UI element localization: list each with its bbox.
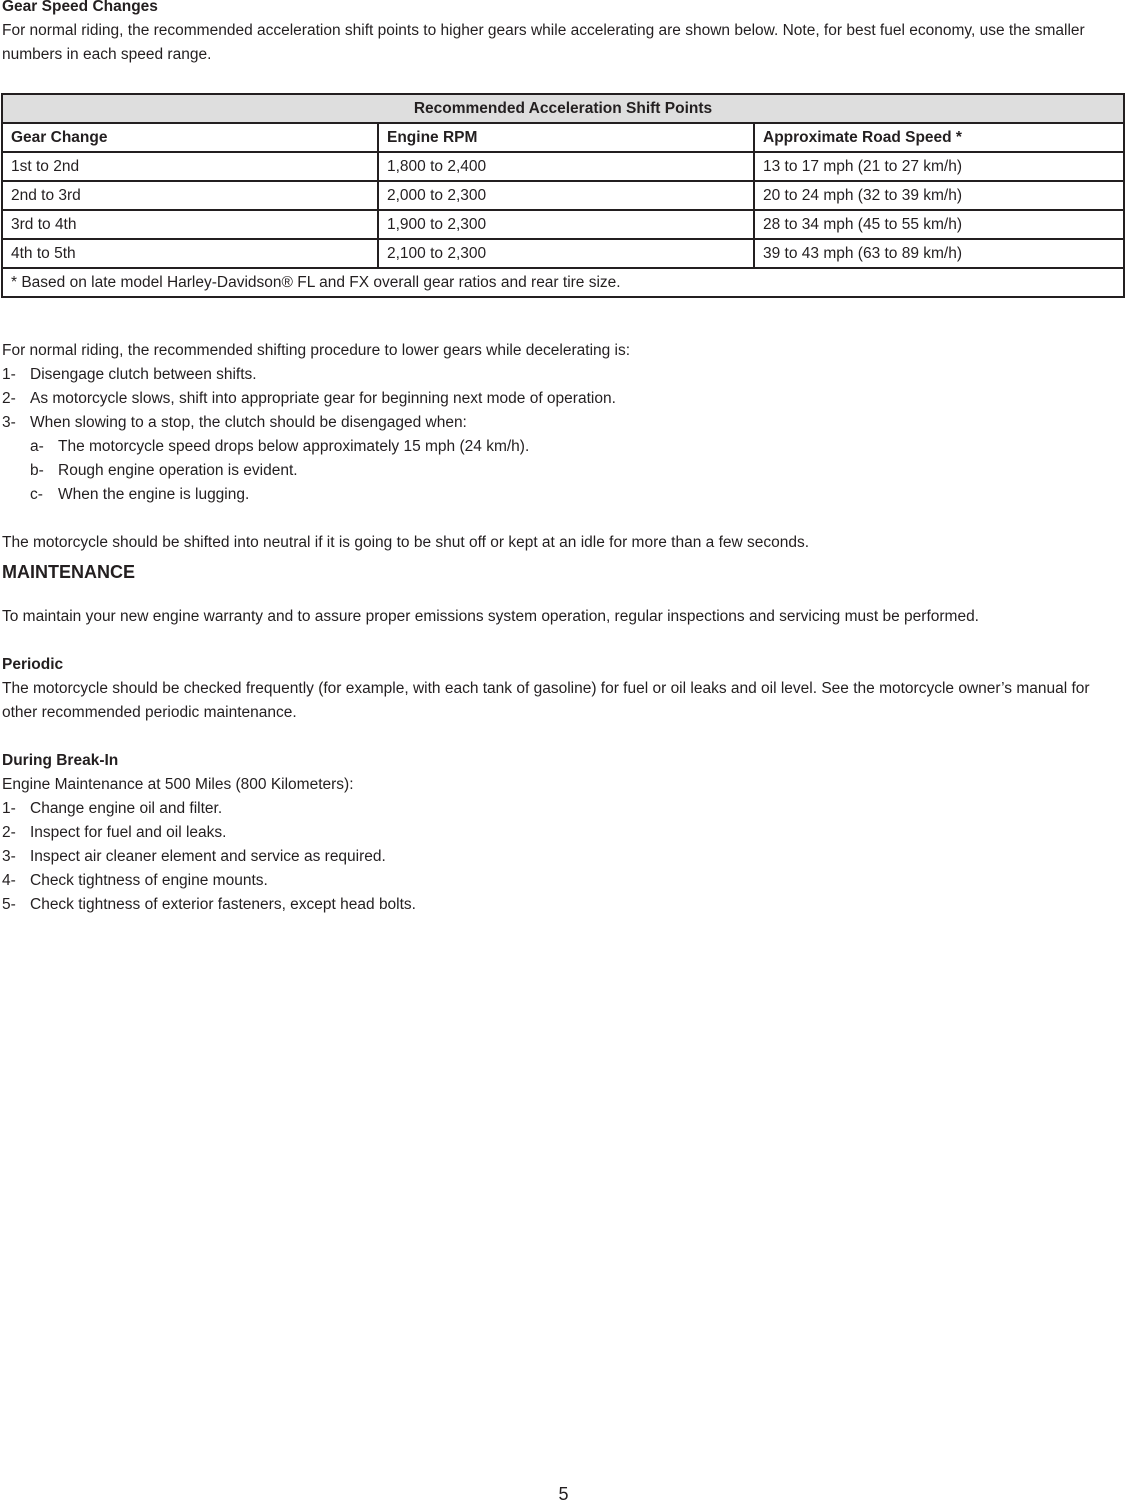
list-item [30, 483, 1126, 507]
table-row [2, 239, 1124, 268]
list-number: 1- [2, 366, 16, 383]
breakin-heading: During Break-In [2, 752, 119, 769]
decel-list [2, 363, 1126, 507]
list-text: Disengage clutch between shifts. [30, 366, 257, 383]
column-header-gear-change: Gear Change [2, 123, 378, 152]
list-number: 2- [2, 390, 16, 407]
list-item [30, 435, 1126, 459]
list-number: 3- [2, 848, 16, 865]
gear-speed-intro: For normal riding, the recommended acceleration shift points to higher gears while accelerating are shown below. Note, for best fuel economy, use the smaller numbers in each speed range. [2, 22, 1085, 63]
gear-speed-heading: Gear Speed Changes [2, 0, 158, 15]
list-letter: b- [30, 462, 44, 479]
list-text: Check tightness of engine mounts. [30, 872, 268, 889]
list-item [2, 797, 1126, 821]
table-title: Recommended Acceleration Shift Points [2, 94, 1124, 123]
column-header-engine-rpm: Engine RPM [378, 123, 754, 152]
list-item [2, 821, 1126, 845]
list-text: Check tightness of exterior fasteners, except head bolts. [30, 896, 416, 913]
table-cell: 2,000 to 2,300 [378, 181, 754, 210]
table-cell: 13 to 17 mph (21 to 27 km/h) [754, 152, 1124, 181]
list-item [2, 387, 1126, 411]
breakin-list [2, 797, 1126, 917]
list-item [2, 363, 1126, 387]
list-item [2, 845, 1126, 869]
list-text: When slowing to a stop, the clutch should be disengaged when: [30, 414, 467, 431]
table-cell: 4th to 5th [2, 239, 378, 268]
table-cell: 20 to 24 mph (32 to 39 km/h) [754, 181, 1124, 210]
decel-sublist [2, 435, 1126, 507]
table-footnote: * Based on late model Harley-Davidson® FL and FX overall gear ratios and rear tire size. [2, 268, 1124, 297]
maintenance-heading: MAINTENANCE [2, 562, 135, 582]
list-text: As motorcycle slows, shift into appropriate gear for beginning next mode of operation. [30, 390, 616, 407]
list-text: Change engine oil and filter. [30, 800, 223, 817]
table-cell: 3rd to 4th [2, 210, 378, 239]
maintenance-intro: To maintain your new engine warranty and to assure proper emissions system operation, regular inspections and servicing must be performed. [2, 608, 979, 625]
list-letter: c- [30, 486, 43, 503]
table-cell: 1,800 to 2,400 [378, 152, 754, 181]
decel-intro: For normal riding, the recommended shifting procedure to lower gears while decelerating is: [2, 342, 631, 359]
list-item [30, 459, 1126, 483]
table-cell: 2,100 to 2,300 [378, 239, 754, 268]
list-item [2, 893, 1126, 917]
list-letter: a- [30, 438, 44, 455]
shift-points-table [1, 93, 1125, 298]
table-row [2, 210, 1124, 239]
list-text: Inspect for fuel and oil leaks. [30, 824, 227, 841]
table-row [2, 181, 1124, 210]
periodic-heading: Periodic [2, 656, 64, 673]
column-header-road-speed: Approximate Road Speed * [754, 123, 1124, 152]
list-item [2, 411, 1126, 435]
table-cell: 1st to 2nd [2, 152, 378, 181]
page-number: 5 [558, 1484, 569, 1504]
table-cell: 28 to 34 mph (45 to 55 km/h) [754, 210, 1124, 239]
list-number: 4- [2, 872, 16, 889]
list-number: 5- [2, 896, 16, 913]
table-row [2, 152, 1124, 181]
neutral-note: The motorcycle should be shifted into neutral if it is going to be shut off or kept at an idle for more than a few seconds. [2, 534, 810, 551]
document-page [2, 0, 1126, 917]
breakin-intro: Engine Maintenance at 500 Miles (800 Kilometers): [2, 776, 354, 793]
list-text: The motorcycle speed drops below approximately 15 mph (24 km/h). [58, 438, 530, 455]
list-text: When the engine is lugging. [58, 486, 250, 503]
table-cell: 1,900 to 2,300 [378, 210, 754, 239]
list-text: Rough engine operation is evident. [58, 462, 298, 479]
list-text: Inspect air cleaner element and service as required. [30, 848, 386, 865]
periodic-text: The motorcycle should be checked frequently (for example, with each tank of gasoline) for fuel or oil leaks and oil level. See the motorcycle owner’s manual for other recommended periodic maintenance. [2, 680, 1090, 721]
table-cell: 39 to 43 mph (63 to 89 km/h) [754, 239, 1124, 268]
list-number: 1- [2, 800, 16, 817]
list-item [2, 869, 1126, 893]
list-number: 3- [2, 414, 16, 431]
table-cell: 2nd to 3rd [2, 181, 378, 210]
list-number: 2- [2, 824, 16, 841]
